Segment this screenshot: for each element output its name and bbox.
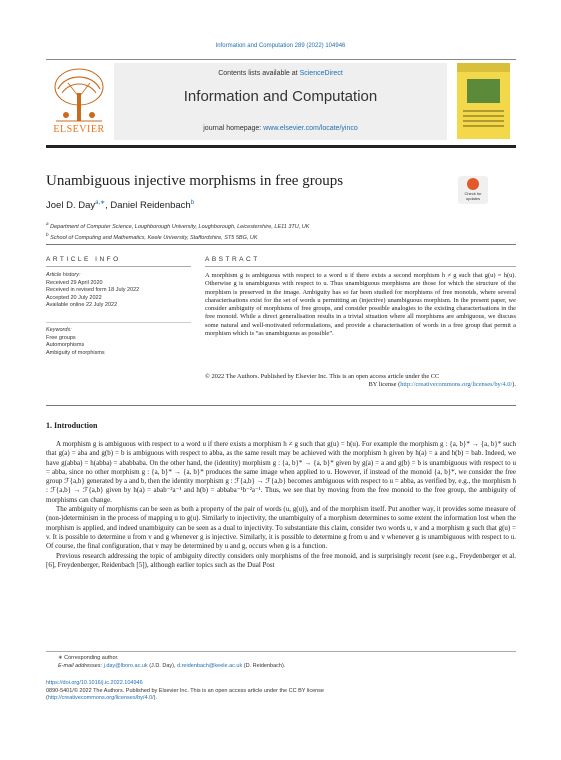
abstract-heading: ABSTRACT (205, 256, 260, 263)
article-info-heading: ARTICLE INFO (46, 256, 121, 263)
history-item: Available online 22 July 2022 (46, 302, 118, 308)
section-heading: 1. Introduction (46, 421, 98, 430)
keyword: Automorphisms (46, 342, 85, 348)
doi-link[interactable]: https://doi.org/10.1016/j.ic.2022.104946 (46, 680, 143, 686)
rights-prefix: BY license ( (368, 381, 401, 389)
journal-reference[interactable]: Information and Computation 289 (2022) 104946 (215, 43, 346, 49)
rights-suffix: ). (512, 381, 516, 389)
homepage-prefix: journal homepage: (203, 125, 262, 132)
footnote-rule (46, 651, 516, 652)
paragraph: A morphism g is ambiguous with respect to a word u if there exists a morphism h ≠ g such that g(u) = h(u). For example the morphism g : {a, b}* → {a, b}* such that g(a) = aba and g(b) = b is ambiguous with respect to abba, as the same result may be achieved with the morphism h given by h(a) = a and h(b) = bab. Indeed, we have g(abba) = h(abba) = ababbaba. On the other hand, the (identity) morphism g : {a, b}* → {a, b}* given by g(a) = a and g(b) = b is unambiguous with respect to u = abba, since no other morphism g : {a, b}* → {a, b}* produces the same image when applied to u. However, if instead of the monoid {a, b}*, we consider the free group ℱ{a,b} generated by a and b, then the identity morphism g : ℱ{a,b} → ℱ{a,b} becomes ambiguous with respect to u = abba, as verified by, e.g., the morphism h : ℱ{a,b} → ℱ{a,b} given by h(a) = abab⁻²a⁻¹ and h(b) = abbaba⁻¹b⁻²a⁻¹. Thus, we see that by moving from the free monoid to the free group, the ambiguity of morphisms can change. (46, 440, 516, 504)
affiliation-mark: a (46, 221, 49, 226)
cover-text-lines (463, 110, 504, 130)
check-updates-label (458, 191, 488, 201)
footnotes (58, 655, 285, 670)
author-separator: , (105, 200, 108, 212)
abstract-text: A morphism g is ambiguous with respect to a word u if there exists a second morphism h ≠ g such that g(u) = h(u). Otherwise g is unambiguous with respect to u. Thus unambiguous morphisms are those for which the structure of the morphism is preserved in the image. Ambiguity has so far been studied for morphisms of free monoids, where several characterisations exist for the set of words u permitting an (injective) unambiguous morphism. In the present paper, we consider ambiguity of morphisms of free groups, and consider possible analogies to the existing characterisations in the free monoid. While a direct generalisation results in a trivial situation where all morphisms are ambiguous, we discuss some natural and well-motivated reformulations, and provide a characterisation of words in a free group that permit a morphism which is “as unambiguous as possible”. (205, 272, 516, 338)
page-footer (46, 680, 324, 703)
keyword: Free groups (46, 334, 76, 341)
footnote-emails (58, 663, 285, 671)
affiliation (46, 220, 309, 231)
keyword: Ambiguity of morphisms (46, 349, 105, 356)
journal-name: Information and Computation (183, 88, 378, 105)
paragraph: Previous research addressing the topic of ambiguity directly considers only morphisms of the free monoid, and is surprisingly recent (see e.g., Freydenberger et al. [6], Freydenberger, Reidenbach [5]), although earlier topics such as the Dual Post (46, 551, 516, 569)
footnote-corresponding (58, 655, 285, 663)
homepage-link[interactable]: www.elsevier.com/locate/yinco (263, 125, 358, 132)
intro-body (46, 440, 516, 570)
issn-line: 0890-5401/© 2022 The Authors. Published by Elsevier Inc. This is an open access article under the CC BY license (46, 687, 324, 694)
elsevier-wordmark: ELSEVIER (53, 124, 105, 135)
footer-license-link[interactable]: http://creativecommons.org/licenses/by/4.0/ (47, 695, 154, 701)
contents-line (114, 70, 447, 77)
article-info-rule (46, 266, 191, 267)
check-updates-label-2: updates (465, 196, 481, 201)
email-label: E-mail addresses: (58, 662, 103, 669)
history-item: Accepted 20 July 2022 (46, 294, 102, 301)
cover-artwork (467, 79, 500, 103)
email-owner: (D. Reidenbach). (243, 662, 286, 669)
footer-paren-open: ( (46, 695, 48, 701)
journal-homepage (114, 125, 447, 132)
cover-band (457, 63, 510, 72)
author-marks[interactable]: a,∗ (95, 200, 106, 206)
footer-paren-close: ). (153, 695, 157, 701)
abstract-rule (205, 266, 516, 267)
author-name[interactable]: Daniel Reidenbach (110, 200, 191, 212)
keywords-label: Keywords: (46, 327, 72, 333)
header-top-rule (46, 59, 516, 60)
article-history (46, 272, 139, 310)
header-bottom-rule (46, 145, 516, 148)
history-item: Received in revised form 18 July 2022 (46, 287, 140, 293)
asterisk-mark: ∗ (58, 655, 63, 661)
email-link[interactable]: j.day@lboro.ac.uk (103, 662, 148, 669)
check-updates-icon (467, 178, 479, 190)
affiliation-mark: b (46, 231, 49, 237)
contents-prefix: Contents lists available at (218, 70, 298, 77)
email-owner: (J.D. Day), (149, 662, 176, 669)
section-rule (46, 244, 516, 245)
corresponding-text: Corresponding author. (64, 655, 119, 661)
footer-license (46, 695, 324, 703)
check-updates-label-1: Check for (464, 191, 482, 196)
affiliation-text: School of Computing and Mathematics, Keele University, Staffordshire, ST5 5BG, UK (50, 234, 258, 241)
rights-line-2 (205, 381, 516, 389)
author-list (46, 199, 194, 211)
affiliations (46, 220, 309, 242)
abstract-rights (205, 373, 516, 390)
email-link[interactable]: d.reidenbach@keele.ac.uk (177, 662, 243, 669)
author-name[interactable]: Joel D. Day (46, 200, 96, 212)
sciencedirect-link[interactable]: ScienceDirect (299, 70, 343, 77)
affiliation (46, 231, 309, 242)
history-label: Article history: (46, 272, 81, 278)
rights-line-1: © 2022 The Authors. Published by Elsevier Inc. This is an open access article under the CC (205, 373, 440, 380)
paragraph: The ambiguity of morphisms can be seen as both a property of the pair of words (u, g(u)), and of the morphism itself. Put another way, it provides some measure of (non-)determinism in the process of mapping u to g(u). Similarly to injectivity, the unambiguity of a morphism determines to some extent the information lost when the morphism is applied, and indeed unambiguity can be seen as a dual to injectivity. To substantiate this claim, consider two words u, v and a morphism g such that g(u) = v. It is possible to determine u from v and g whenever g is injective. Similarly, it is possible to determine g from u and v whenever g is unambiguous with respect to u. Of course, the final configuration, that v may be determined by u and g, occurs when g is a function. (46, 505, 516, 551)
author-marks[interactable]: b (190, 200, 195, 206)
history-item: Received 29 April 2020 (46, 279, 103, 286)
license-link[interactable]: http://creativecommons.org/licenses/by/4.0/ (400, 381, 513, 389)
section-rule (46, 405, 516, 406)
article-title: Unambiguous injective morphisms in free groups (46, 173, 344, 189)
affiliation-text: Department of Computer Science, Loughborough University, Loughborough, Leicestershire, LE11 3TU, UK (50, 223, 310, 230)
keywords (46, 327, 105, 357)
keywords-rule (46, 322, 191, 323)
